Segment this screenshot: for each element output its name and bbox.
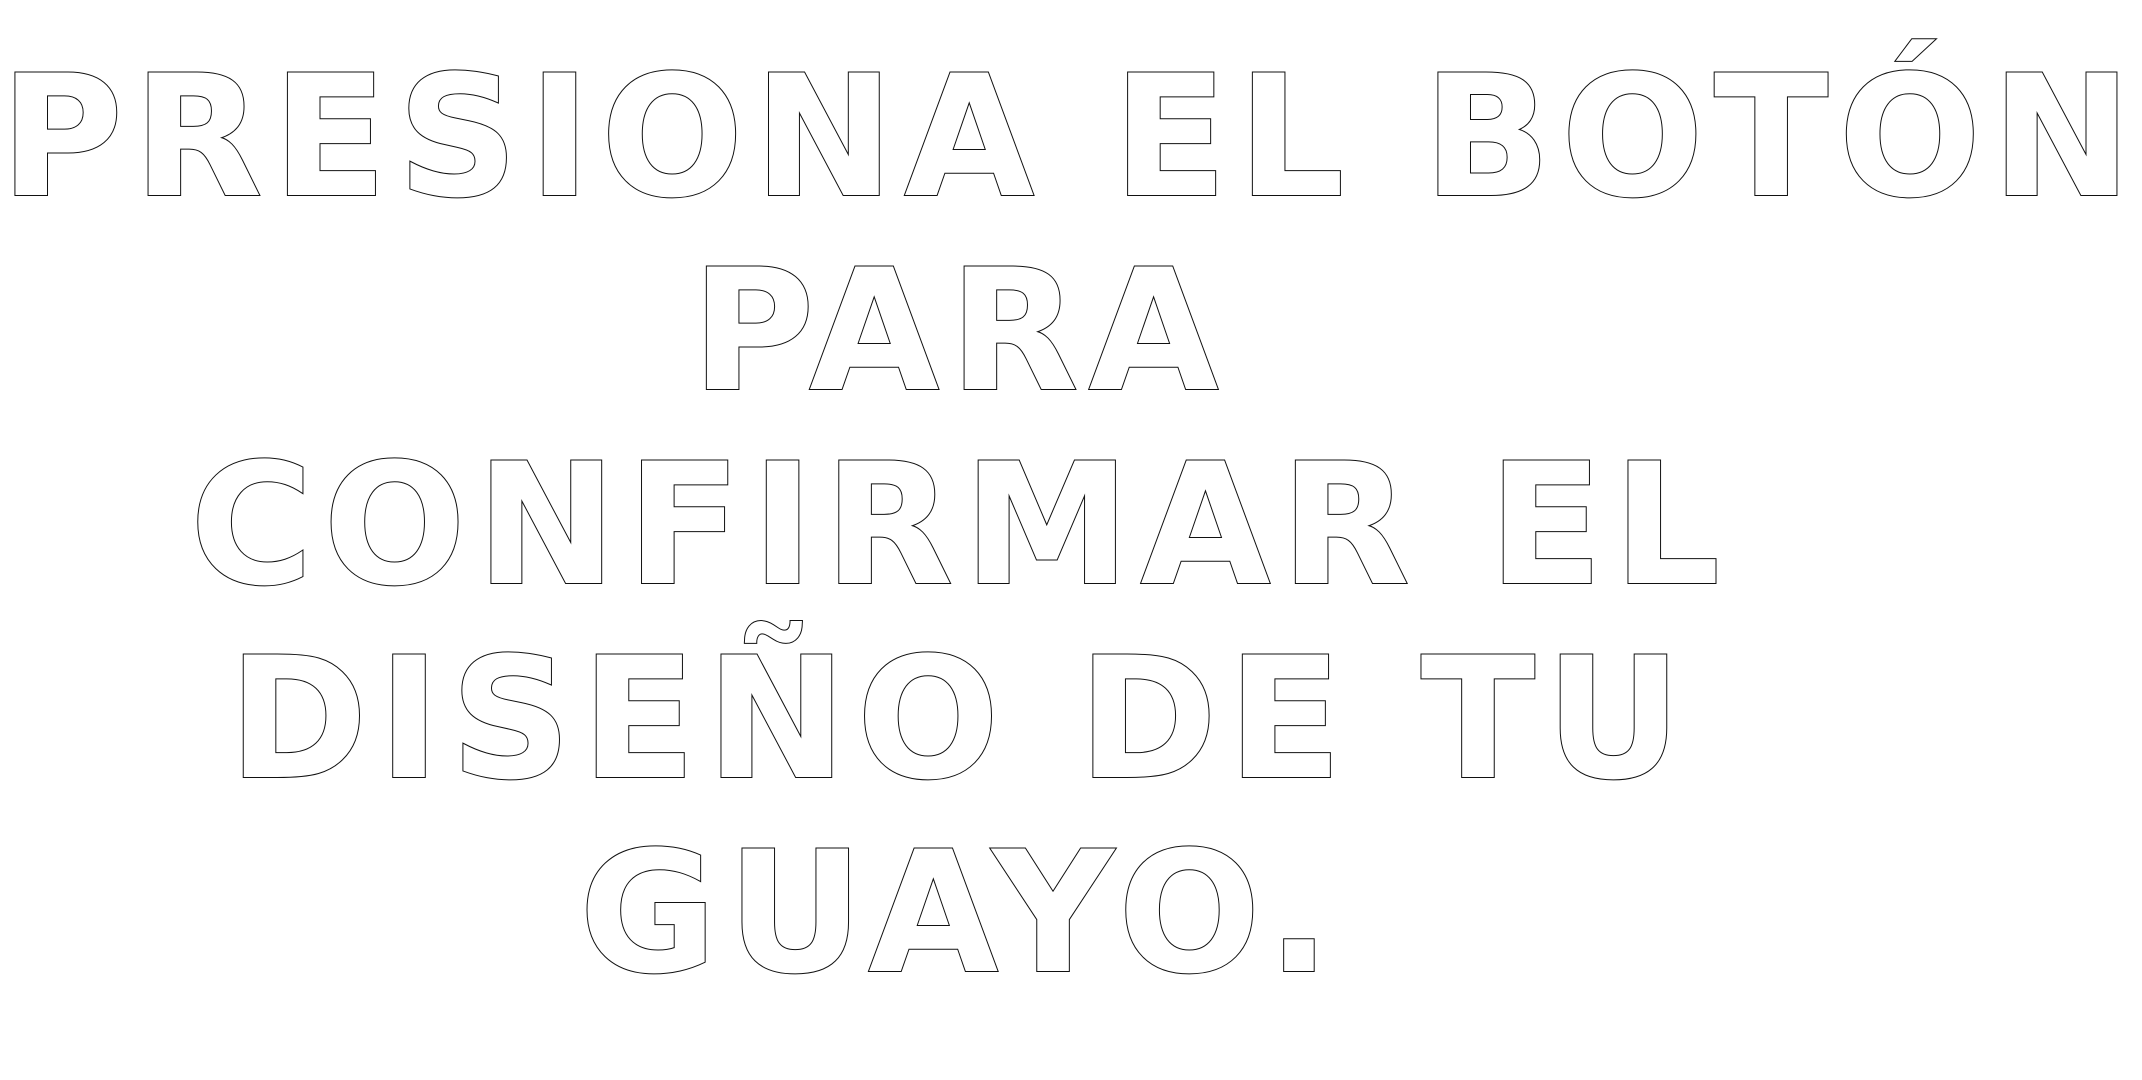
instruction-message [0,39,2142,1011]
message-line-3: CONFIRMAR EL [189,427,1731,623]
message-line-5: GUAYO. [579,815,1341,1011]
message-line-1: PRESIONA EL BOTÓN [0,39,2142,235]
message-line-4: DISEÑO DE TU [228,621,1692,817]
message-line-2: PARA [691,233,1229,429]
